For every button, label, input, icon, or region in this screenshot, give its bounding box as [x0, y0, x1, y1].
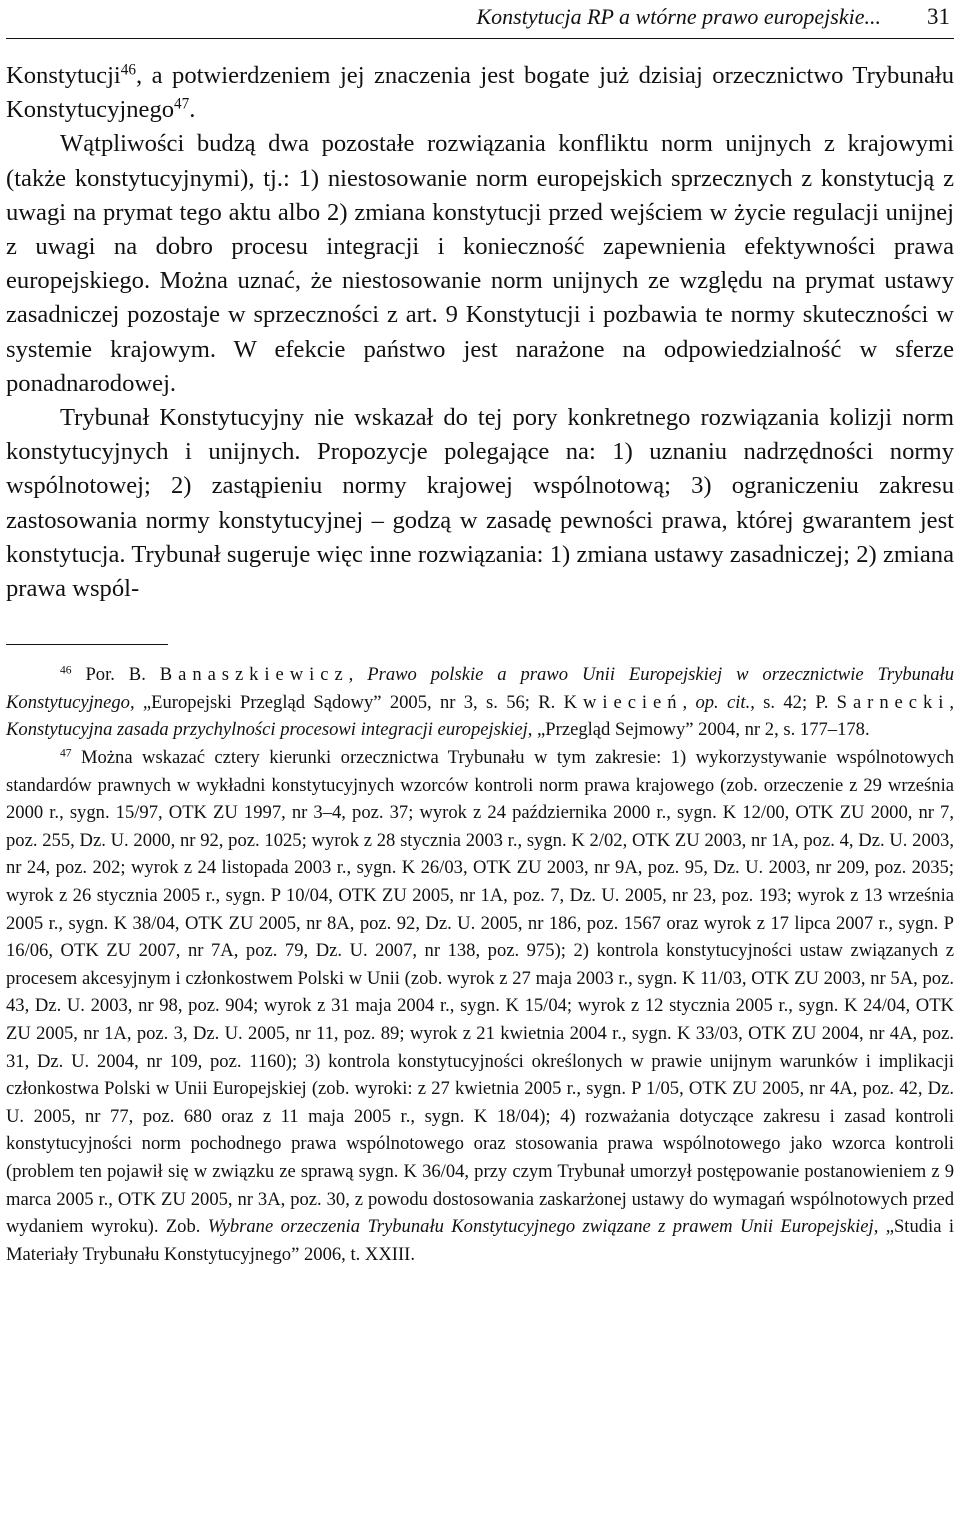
text-run: , — [348, 664, 368, 686]
text-run: , „Europejski Przegląd Sądowy” 2005, nr 3, s. 56; R. — [129, 691, 564, 713]
text-run: . — [189, 96, 196, 124]
author-name: Sarnecki — [836, 691, 950, 713]
text-run: , — [949, 691, 954, 713]
paragraph-2: Wątpliwości budzą dwa pozostałe rozwiązania konfliktu norm unijnych z krajowymi (także konstytucyjnymi), tj.: 1) niestosowanie norm europejskich sprzecznych z konstytucją z uwagi na prymat tego aktu albo 2) zmiana konstytucji przed wejściem w życie regulacji unijnej z uwagi na dobro procesu integracji i konieczność zapewnienia efektywności prawa europejskiego. Można uznać, że niestosowanie norm unijnych ze względu na prymat ustawy zasadniczej pozostaje w sprzeczności z art. 9 Konstytucji i pozbawia te normy skuteczności w systemie krajowym. W efekcie państwo jest narażone na odpowiedzialność w sferze ponadnarodowej. — [6, 130, 954, 397]
text-run: , a potwierdzeniem jej znaczenia jest bogate już dzisiaj orzecznictwo Trybunału Konstytucyjnego — [6, 62, 954, 124]
paragraph-1 — [6, 59, 954, 127]
footnote-ref-47[interactable]: 47 — [174, 95, 190, 113]
main-text — [6, 59, 954, 606]
footnotes — [6, 661, 954, 1268]
paragraph-3: Trybunał Konstytucyjny nie wskazał do tej pory konkretnego rozwiązania kolizji norm konstytucyjnych i unijnych. Propozycje polegające na: 1) uznaniu nadrzędności normy wspólnotowej; 2) zastąpieniu normy krajowej wspólnotową; 3) ograniczeniu zakresu zastosowania normy konstytucyjnej – godzą w zasadę pewności prawa, której gwarantem jest konstytucja. Trybunał sugeruje więc inne rozwiązania: 1) zmiana ustawy zasadniczej; 2) zmiana prawa wspól- — [6, 404, 954, 603]
text-run: , „Studia i Materiały Trybunału Konstytucyjnego” 2006, t. XXIII. — [6, 1216, 954, 1265]
footnote-number: 47 — [60, 747, 72, 760]
op-cit: op. cit. — [695, 691, 751, 713]
running-title: Konstytucja RP a wtórne prawo europejskie... — [476, 4, 881, 29]
running-header — [6, 0, 954, 39]
footnote-47 — [6, 744, 954, 1268]
author-name: Banaszkiewicz — [159, 664, 349, 686]
footnote-number: 46 — [60, 664, 72, 677]
footnote-separator — [6, 644, 168, 645]
footnote-46 — [6, 661, 954, 744]
work-title: Konstytucyjna zasada przychylności procesowi integracji europejskiej — [6, 719, 528, 741]
text-run: Konstytucji — [6, 62, 121, 89]
text-run: , — [682, 691, 696, 713]
work-title: Wybrane orzeczenia Trybunału Konstytucyjnego związane z prawem Unii Europejskiej — [207, 1216, 874, 1238]
page-number: 31 — [927, 4, 950, 29]
text-run: , „Przegląd Sejmowy” 2004, nr 2, s. 177–178. — [527, 719, 870, 741]
work-title: Prawo polskie a prawo Unii Europejskiej w orzecznictwie Trybunału Konstytucyjnego — [6, 664, 954, 713]
document-page — [6, 0, 954, 1268]
author-name: Kwiecień — [563, 691, 683, 713]
text-run: Por. B. — [85, 664, 160, 686]
footnote-ref-46[interactable]: 46 — [120, 61, 137, 79]
text-run: Można wskazać cztery kierunki orzecznictwa Trybunału w tym zakresie: 1) wykorzystywanie wspólnotowych standardów prawnych w wykładni konstytucyjnych wzorców kontroli norm prawa krajowego (zob. orzeczenie z 29 września 2000 r., sygn. 15/97, OTK ZU 1997, nr 3–4, poz. 37; wyrok z 24 października 2000 r., sygn. K 12/00, OTK ZU 2000, nr 7, poz. 255, Dz. U. 2000, nr 92, poz. 1025; wyrok z 28 stycznia 2003 r., sygn. K 2/02, OTK ZU 2003, nr 1A, poz. 4, Dz. U. 2003, nr 24, poz. 202; wyrok z 24 listopada 2003 r., sygn. K 26/03, OTK ZU 2003, nr 9A, poz. 95, Dz. U. 2003, nr 209, poz. 2035; wyrok z 26 stycznia 2005 r., sygn. P 10/04, OTK ZU 2005, nr 1A, poz. 7, Dz. U. 2005, nr 23, poz. 193; wyrok z 13 września 2005 r., sygn. K 38/04, OTK ZU 2005, nr 8A, poz. 92, Dz. U. 2005, nr 186, poz. 1567 oraz wyrok z 17 lipca 2007 r., sygn. P 16/06, OTK ZU 2007, nr 7A, poz. 79, Dz. U. 2007, nr 138, poz. 975); 2) kontrola konstytucyjności ustaw związanych z procesem akcesyjnym i członkostwem Polski w Unii (zob. wyrok z 27 maja 2003 r., sygn. K 11/03, OTK ZU 2003, nr 5A, poz. 43, Dz. U. 2003, nr 98, poz. 904; wyrok z 31 maja 2004 r., sygn. K 15/04; wyrok z 12 stycznia 2005 r., sygn. K 24/04, OTK ZU 2005, nr 1A, poz. 3, Dz. U. 2005, nr 11, poz. 89; wyrok z 21 kwietnia 2004 r., sygn. K 33/03, OTK ZU 2004, nr 4A, poz. 31, Dz. U. 2004, nr 109, poz. 1160); 3) kontrola konstytucyjności określonych w prawie unijnym warunków i implikacji członkostwa Polski w Unii Europejskiej (zob. wyroki: z 27 kwietnia 2005 r., sygn. P 1/05, OTK ZU 2005, nr 4A, poz. 42, Dz. U. 2005, nr 77, poz. 680 oraz z 11 maja 2005 r., sygn. K 18/04); 4) rozważania dotyczące zakresu i zasad kontroli konstytucyjności norm pochodnego prawa wspólnotowego oraz stosowania prawa wspólnotowego jako wzorca kontroli (problem ten pojawił się w związku ze sprawą sygn. K 36/04, przy czym Trybunał umorzył postępowanie postanowieniem z 9 marca 2005 r., OTK ZU 2005, nr 3A, poz. 30, z powodu dostosowania zaskarżonej ustawy do wymagań wspólnotowych przed wydaniem wyroku). Zob. — [6, 747, 954, 1238]
text-run: , s. 42; P. — [750, 691, 837, 713]
